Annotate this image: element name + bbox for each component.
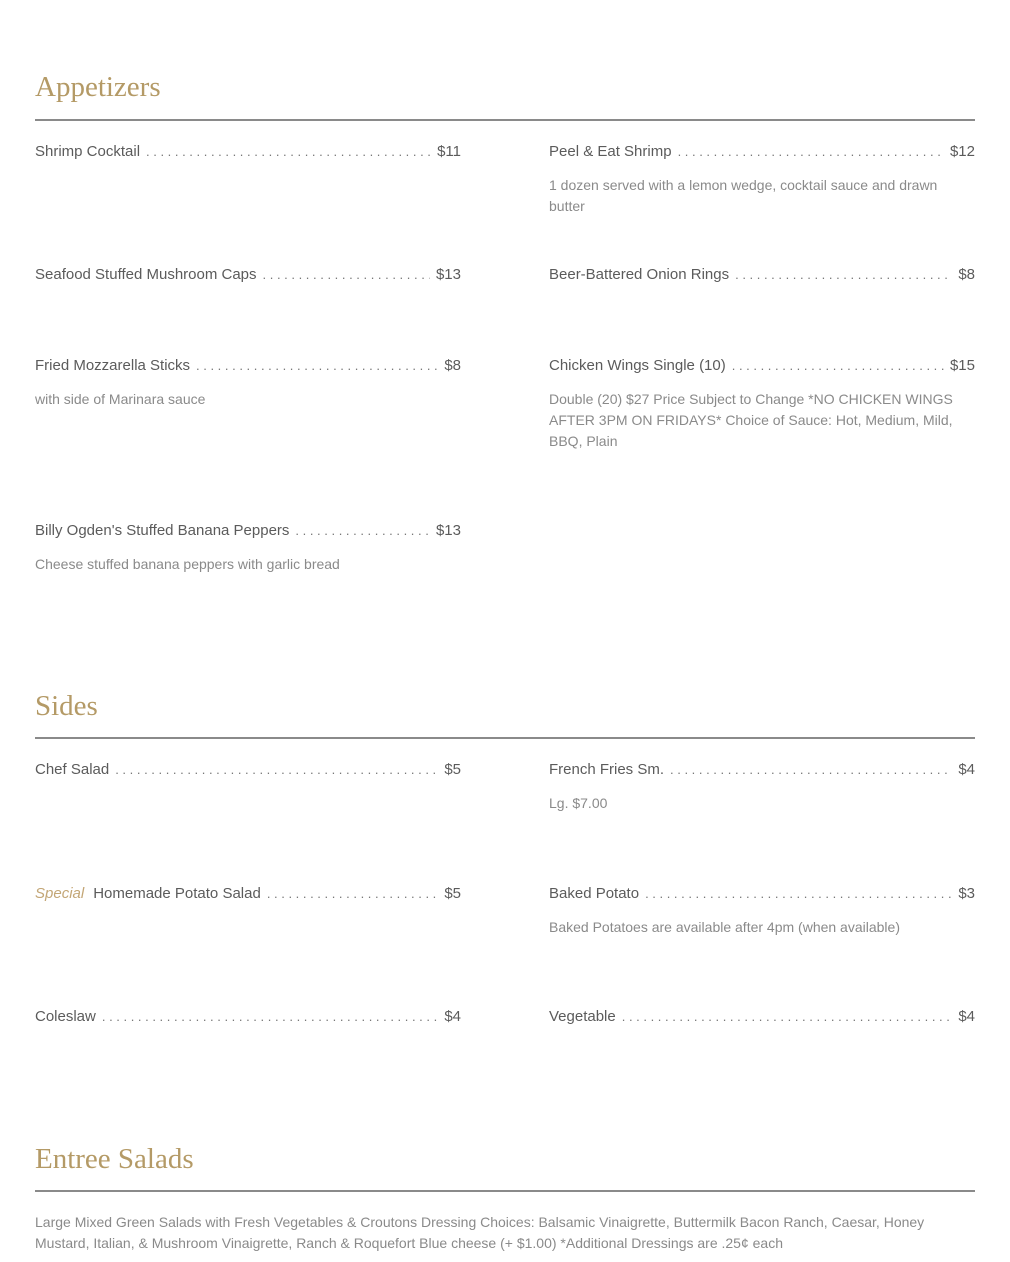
menu-item-coleslaw [35, 1008, 461, 1026]
dot-leader [263, 266, 430, 284]
dot-leader [622, 1008, 953, 1026]
item-price: $4 [958, 761, 975, 778]
section-divider [35, 1190, 975, 1192]
section-divider [35, 737, 975, 739]
item-price: $15 [949, 357, 975, 374]
item-price: $8 [958, 266, 975, 283]
item-name: Chef Salad [35, 761, 110, 778]
item-price: $4 [444, 1008, 461, 1025]
item-price: $5 [444, 761, 461, 778]
item-price: $4 [958, 1008, 975, 1025]
item-price: $8 [444, 357, 461, 374]
item-name: Chicken Wings Single (10) [549, 357, 726, 374]
item-name: Beer-Battered Onion Rings [549, 266, 730, 283]
item-price: $3 [958, 885, 975, 902]
dot-leader [295, 522, 430, 540]
menu-item-vegetable [549, 1008, 975, 1026]
item-price: $12 [949, 143, 975, 160]
menu-item-baked-potato [549, 885, 975, 938]
item-price: $13 [435, 522, 461, 539]
item-description: Baked Potatoes are available after 4pm (when available) [549, 919, 900, 935]
item-name: Homemade Potato Salad [93, 885, 261, 902]
menu-item-peel-eat-shrimp [549, 143, 975, 217]
menu-item-chef-salad [35, 761, 461, 779]
menu-item-french-fries [549, 761, 975, 814]
dot-leader [670, 761, 952, 779]
dot-leader [732, 357, 944, 375]
menu-item-shrimp-cocktail [35, 143, 461, 161]
item-name: Vegetable [549, 1008, 616, 1025]
item-name: French Fries Sm. [549, 761, 665, 778]
menu-item-onion-rings [549, 266, 975, 284]
section-title-entree-salads: Entree Salads [35, 1143, 194, 1175]
dot-leader [267, 885, 439, 903]
item-description: Cheese stuffed banana peppers with garlic bread [35, 556, 340, 572]
item-name: Peel & Eat Shrimp [549, 143, 672, 160]
dot-leader [196, 357, 438, 375]
dot-leader [102, 1008, 438, 1026]
menu-item-chicken-wings [549, 357, 975, 452]
item-description: Lg. $7.00 [549, 795, 608, 811]
item-name: Baked Potato [549, 885, 640, 902]
menu-item-potato-salad [35, 885, 461, 903]
item-name: Billy Ogden's Stuffed Banana Peppers [35, 522, 290, 539]
item-name: Shrimp Cocktail [35, 143, 141, 160]
item-price: $11 [437, 143, 461, 160]
dot-leader [146, 143, 431, 161]
item-price: $5 [444, 885, 461, 902]
item-description: Double (20) $27 Price Subject to Change *NO CHICKEN WINGS AFTER 3PM ON FRIDAYS* Choice of Sauce: Hot, Medium, Mild, BBQ, Plain [549, 391, 953, 449]
menu-item-seafood-mushroom-caps [35, 266, 461, 284]
section-divider [35, 119, 975, 121]
dot-leader [678, 143, 944, 161]
special-badge: Special [35, 885, 85, 902]
dot-leader [645, 885, 952, 903]
item-name: Fried Mozzarella Sticks [35, 357, 191, 374]
section-title-sides: Sides [35, 690, 98, 722]
dot-leader [735, 266, 952, 284]
entree-salads-description: Large Mixed Green Salads with Fresh Vegetables & Croutons Dressing Choices: Balsamic Vinaigrette, Buttermilk Bacon Ranch, Caesar, Honey Mustard, Italian, & Mushroom Vinaigrette, Ranch & Roquefort Blue cheese (+ $1.00) *Additional Dressings are .25¢ each [35, 1214, 925, 1251]
menu-item-banana-peppers [35, 522, 461, 575]
item-description: with side of Marinara sauce [35, 391, 206, 407]
item-name: Coleslaw [35, 1008, 96, 1025]
menu-item-mozzarella-sticks [35, 357, 461, 410]
item-price: $13 [435, 266, 461, 283]
item-description: 1 dozen served with a lemon wedge, cocktail sauce and drawn butter [549, 177, 938, 214]
section-title-appetizers: Appetizers [35, 71, 161, 103]
item-name: Seafood Stuffed Mushroom Caps [35, 266, 257, 283]
dot-leader [115, 761, 438, 779]
